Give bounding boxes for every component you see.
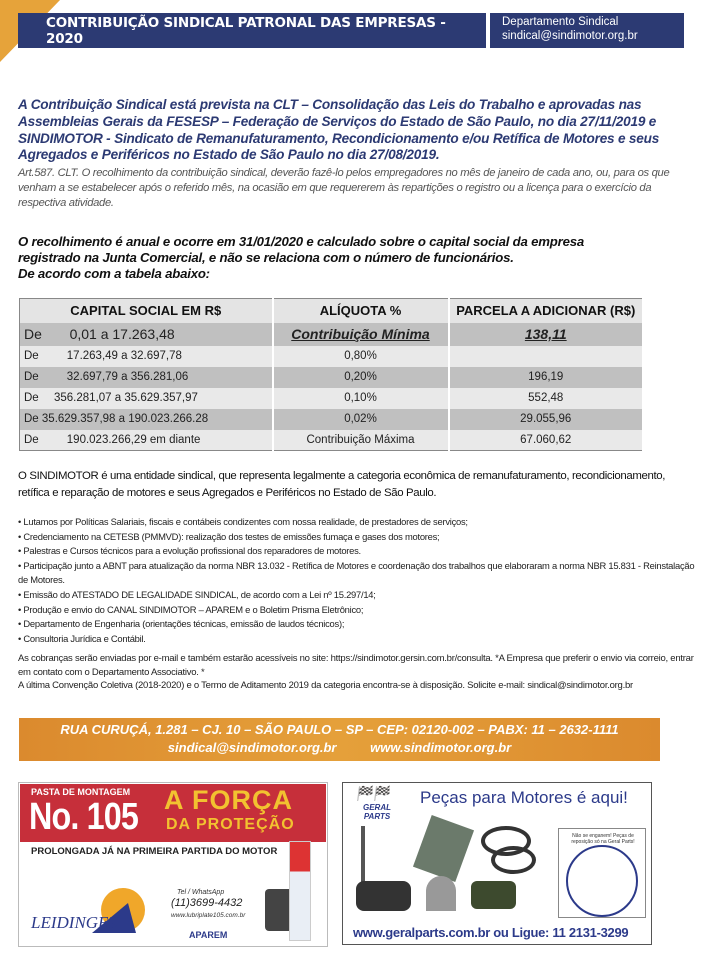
ad-kicker: PASTA DE MONTAGEM: [31, 787, 131, 797]
ad-tagline: PROLONGADA JÁ NA PRIMEIRA PARTIDA DO MOTOR: [31, 846, 278, 857]
ad-site[interactable]: www.lubriplate105.com.br: [171, 912, 246, 919]
ad-pasta-montagem[interactable]: [18, 782, 328, 947]
collection-line-1: O recolhimento é anual e ocorre em 31/01/2020 e calculado sobre o capital social da empresa: [18, 234, 584, 249]
capital-range: [20, 409, 273, 430]
gasket-icon: [413, 815, 474, 882]
article-text: Art.587. CLT. O recolhimento da contribuição sindical, deverão fazê-lo pelos empregadores no mês de janeiro de cada ano, ou, para os que venham a se estabelecer após o referido mês, na ocasião em que requererem às repartições o registro ou a licença para o exercício da respectiva atividade.: [18, 167, 670, 209]
header-capital: CAPITAL SOCIAL EM R$: [20, 299, 273, 323]
add-cell: [449, 346, 644, 367]
capital-range: [20, 430, 273, 451]
rate-cell: [273, 323, 449, 346]
ad-product: No. 105: [29, 796, 138, 838]
ad-right-footer[interactable]: www.geralparts.com.br ou Ligue: 11 2131-3299: [353, 925, 629, 940]
about-sindimotor: O SINDIMOTOR é uma entidade sindical, que representa legalmente a categoria econômica de remanufaturamento, recondicionamento, retífica e reparação de motores e seus Agregados e Periféricos no Estado de São Paulo.: [18, 470, 666, 499]
list-item: • Emissão do ATESTADO DE LEGALIDADE SINDICAL, de acordo com a Lei nº 15.297/14;: [18, 588, 698, 603]
range-value: 0,01 a 17.263,48: [69, 326, 175, 342]
collection-line-3: De acordo com a tabela abaixo:: [18, 266, 210, 281]
list-item: • Palestras e Cursos técnicos para a evolução profissional dos reparadores de motores.: [18, 544, 698, 559]
seal-badge-icon: [566, 845, 638, 917]
billing-note: As cobranças serão enviadas por e-mail e também estarão acessíveis no site: https://sindimotor.gersin.com.br/consulta. *A Empresa que preferir o envio via correio, entrar em contato com o Departamento Associativo. *: [18, 653, 694, 678]
valve-icon: [361, 826, 365, 886]
rate-cell: 0,02%: [273, 409, 449, 430]
geral-parts-logo: [349, 785, 405, 821]
prefix: De: [24, 392, 39, 404]
piston-ring-icon: [491, 846, 536, 874]
prefix: De: [24, 413, 39, 425]
prefix: De: [24, 350, 39, 362]
bearing-shell-icon: [426, 876, 456, 911]
capital-range: [20, 346, 273, 367]
convention-note: A última Convenção Coletiva (2018-2020) e o Termo de Aditamento 2019 da categoria encontra-se à disposição. Solicite e-mail: sindical@sindimotor.org.br: [18, 680, 633, 692]
add-cell: 67.060,62: [449, 430, 644, 451]
range-value: 356.281,07 a 35.629.357,97: [54, 392, 198, 404]
add-cell: 196,19: [449, 367, 644, 388]
authority-seal: [558, 828, 646, 918]
prefix: De: [24, 326, 42, 342]
address-bar: [19, 718, 660, 761]
ad-phone: (11)3699-4432: [171, 897, 243, 909]
table-row: [20, 367, 644, 388]
rate-cell: 0,80%: [273, 346, 449, 367]
list-item: • Consultoria Jurídica e Contábil.: [18, 632, 698, 647]
table-row: [20, 409, 644, 430]
list-item: • Produção e envio do CANAL SINDIMOTOR – APAREM e o Boletim Prisma Eletrônico;: [18, 603, 698, 618]
bearing-set-icon: [356, 881, 411, 911]
department-contact: [490, 13, 684, 48]
range-value: 32.697,79 a 356.281,06: [66, 371, 189, 383]
intro-paragraph: A Contribuição Sindical está prevista na CLT – Consolidação das Leis do Trabalho e aprovadas nas Assembleias Gerais da FESESP – Federação de Serviços do Estado de São Paulo, no dia 27/11/2019 e SINDIMOTOR - Sindicato de Remanufaturamento, Recondicionamento e/ou Retífica de Motores e seus Agregados e Periféricos no Estado de São Paulo no dia 27/08/2019.: [18, 97, 660, 163]
rate-cell: Contribuição Máxima: [273, 430, 449, 451]
rate-value: Contribuição Mínima: [291, 326, 430, 342]
header-add: PARCELA A ADICIONAR (R$): [449, 299, 644, 323]
table-row: [20, 323, 644, 346]
checkered-flags-icon: 🏁🏁: [355, 785, 390, 801]
add-cell: [449, 323, 644, 346]
capital-range: [20, 367, 273, 388]
benefits-list: [18, 515, 698, 646]
table-row: [20, 346, 644, 367]
collection-line-2: registrado na Junta Comercial, e não se relaciona com o número de funcionários.: [18, 250, 514, 265]
prefix: De: [24, 371, 39, 383]
engine-parts-image: [351, 821, 541, 916]
ad-geral-parts[interactable]: [342, 782, 652, 945]
page-title: CONTRIBUIÇÃO SINDICAL PATRONAL DAS EMPRESAS - 2020: [18, 13, 486, 48]
rate-cell: 0,20%: [273, 367, 449, 388]
website-link[interactable]: www.sindimotor.org.br: [370, 740, 512, 755]
ad-headline-2: DA PROTEÇÃO: [166, 816, 295, 833]
capital-range: [20, 388, 273, 409]
ad-tel-label: Tel / WhatsApp: [177, 889, 225, 896]
add-cell: 29.055,96: [449, 409, 644, 430]
fee-table: [19, 298, 644, 451]
table-row: [20, 388, 644, 409]
list-item: • Participação junto a ABNT para atualização da norma NBR 13.032 - Retífica de Motores e coordenação dos trabalhos que elaboraram a norma NBR 15.831 - Reinstalação de Motores.: [18, 559, 698, 588]
table-row: [20, 430, 644, 451]
ad-headline-1: A FORÇA: [164, 785, 293, 815]
collection-info: [18, 234, 698, 282]
range-value: 17.263,49 a 32.697,78: [66, 350, 182, 362]
rate-cell: 0,10%: [273, 388, 449, 409]
ad-brand: LEIDINGER: [31, 913, 119, 932]
add-cell: 552,48: [449, 388, 644, 409]
list-item: • Lutamos por Políticas Salariais, fiscais e contábeis condizentes com nossa realidade, de prestadores de serviços;: [18, 515, 698, 530]
valve-seal-icon: [471, 881, 516, 909]
capital-range: [20, 323, 273, 346]
notes: [18, 652, 698, 693]
range-value: 35.629.357,98 a 190.023.266.28: [41, 413, 209, 425]
address: RUA CURUÇÁ, 1.281 – CJ. 10 – SÃO PAULO – SP – CEP: 02120-002 – PABX: 11 – 2632-1111: [60, 722, 619, 737]
department-email[interactable]: sindical@sindimotor.org.br: [502, 30, 638, 42]
list-item: • Departamento de Engenharia (orientações técnicas, emissão de laudos técnicos);: [18, 617, 698, 632]
department-name: Departamento Sindical: [502, 16, 619, 28]
contact-email-link[interactable]: sindical@sindimotor.org.br: [167, 740, 337, 755]
product-tube-image: [289, 841, 311, 941]
list-item: • Credenciamento na CETESB (PMMVD): realização dos testes de emissões fumaça e gases dos motores;: [18, 530, 698, 545]
seal-text: Não se enganem! Peças de reposição só na Geral Parts!: [571, 833, 635, 845]
ad-right-headline: Peças para Motores é aqui!: [420, 788, 628, 807]
add-value: 138,11: [524, 326, 567, 342]
header-rate: ALÍQUOTA %: [273, 299, 449, 323]
prefix: De: [24, 433, 39, 446]
ad-right-brand: GERAL PARTS: [363, 803, 391, 821]
table-header-row: [20, 299, 644, 323]
ad-partner: APAREM: [189, 930, 228, 940]
range-value: 190.023.266,29 em diante: [66, 433, 201, 446]
